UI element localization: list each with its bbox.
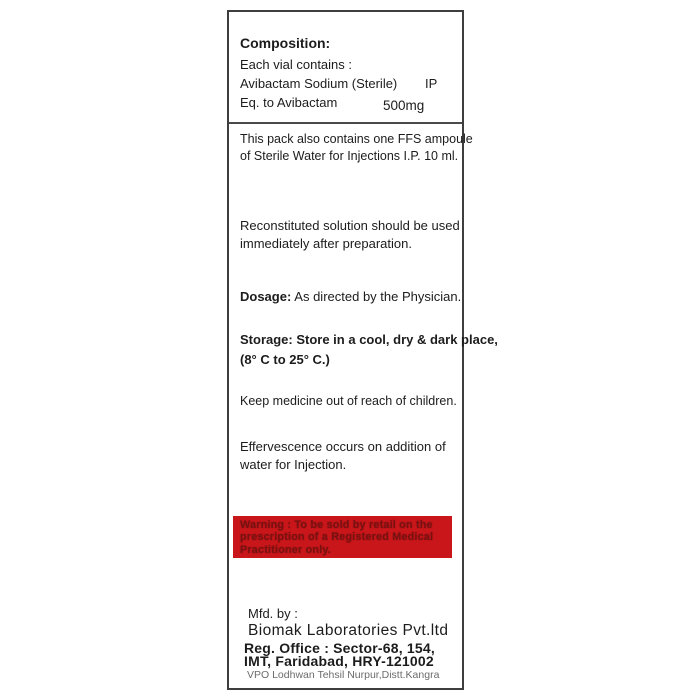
effervescence-note	[240, 438, 446, 474]
warning-line2: prescription of a Registered Medical	[240, 531, 434, 544]
storage-line1: Storage: Store in a cool, dry & dark place,	[240, 332, 498, 347]
manufacturer-address-small: VPO Lodhwan Tehsil Nurpur,Distt.Kangra	[247, 669, 440, 681]
pharmacopoeia-mark: IP	[425, 76, 438, 91]
storage-block	[240, 330, 498, 370]
schedule-warning-box	[233, 516, 452, 558]
manufacturer-name: Biomak Laboratories Pvt.ltd	[248, 622, 449, 639]
ingredient-line	[240, 74, 438, 93]
each-vial-line	[240, 55, 397, 74]
dosage-label: Dosage:	[240, 289, 292, 304]
reconstitution-note	[240, 217, 460, 252]
equivalence-text: Eq. to Avibactam	[240, 95, 338, 110]
horizontal-divider	[229, 122, 462, 124]
composition-block	[240, 55, 438, 113]
storage-line2: (8° C to 25° C.)	[240, 352, 330, 367]
effervescence-line1: Effervescence occurs on addition of	[240, 439, 446, 454]
children-note: Keep medicine out of reach of children.	[240, 394, 457, 408]
strength-value: 500mg	[383, 98, 425, 113]
dosage-line	[240, 289, 461, 304]
warning-line3: Practitioner only.	[240, 543, 331, 556]
effervescence-line2: water for Injection.	[240, 457, 347, 472]
mfd-by-label: Mfd. by :	[248, 606, 298, 621]
pack-note	[240, 131, 473, 165]
reg-office-line1: Reg. Office : Sector-68, 154,	[244, 640, 435, 656]
reconstitution-line2: immediately after preparation.	[240, 235, 412, 251]
label-content	[229, 12, 498, 688]
warning-line1: Warning : To be sold by retail on the	[240, 519, 433, 531]
reg-office-line2: IMT, Faridabad, HRY-121002	[244, 653, 434, 669]
pack-note-line1: This pack also contains one FFS ampoule	[240, 132, 473, 146]
each-vial-text: Each vial contains :	[240, 57, 353, 72]
reconstitution-line1: Reconstituted solution should be used	[240, 218, 460, 233]
equivalence-line	[240, 93, 425, 113]
dosage-text: As directed by the Physician.	[294, 289, 462, 304]
pack-note-line2: of Sterile Water for Injections I.P. 10 ml.	[240, 149, 459, 163]
medicine-label	[227, 10, 498, 690]
ingredient-text: Avibactam Sodium (Sterile)	[240, 76, 398, 91]
composition-heading: Composition:	[240, 35, 331, 51]
